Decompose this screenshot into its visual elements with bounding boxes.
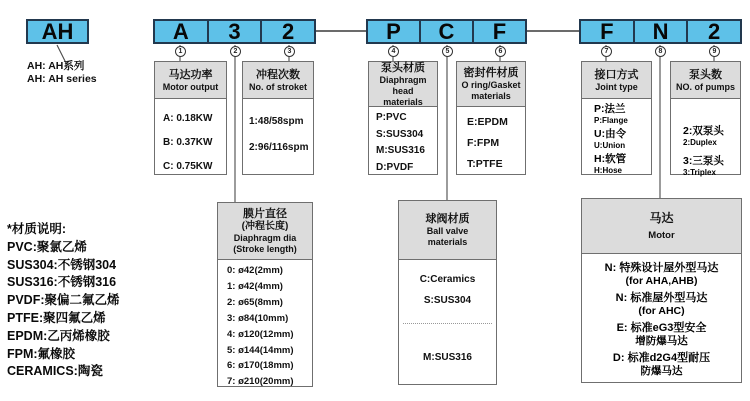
marker-4: 4: [388, 46, 399, 57]
dia-option: 7: ø210(20mm): [227, 376, 294, 388]
stroke-option: 2:96/116spm: [249, 142, 309, 153]
ball-title-en2: materials: [427, 237, 468, 247]
dia-title-en2: (Stroke length): [233, 244, 297, 254]
dia-title-zh2: (冲程长度): [241, 221, 289, 232]
dia-option: 0: ø42(2mm): [227, 265, 283, 276]
motor-type-box: [581, 198, 742, 383]
marker-9: 9: [709, 46, 720, 57]
series-note-zh: AH: AH系列: [27, 60, 85, 72]
ball-option: S:SUS304: [423, 295, 472, 306]
code-box-motor-stroke: [153, 19, 316, 44]
motor-output-box: [154, 61, 227, 175]
stroke-title-zh: 冲程次数: [256, 68, 300, 81]
code-box-series: [26, 19, 89, 44]
oring-option: E:EPDM: [467, 116, 508, 128]
diaphragm-head-box: [368, 61, 438, 175]
motor-option-line2: 增防爆马达: [635, 335, 688, 347]
oring-title-en1: O ring/Gasket: [461, 80, 521, 90]
motor-option: [582, 351, 741, 378]
motor-output-option: B: 0.37KW: [163, 137, 213, 148]
stroke-count-box: [242, 61, 314, 175]
motor-title-en: Motor: [648, 230, 675, 241]
motor-option-line1: D: 标准d2G4型耐压: [612, 352, 711, 364]
oring-title-en2: materials: [471, 91, 511, 101]
dia-option: 5: ø144(14mm): [227, 344, 294, 356]
joint-title-zh: 接口方式: [594, 68, 639, 81]
marker-3: 3: [284, 46, 295, 57]
code-cell-f: F: [472, 21, 525, 42]
code-box-joint-motor-pumps: [579, 19, 742, 44]
dia-option: 3: ø84(10mm): [227, 312, 289, 324]
motor-option: [582, 291, 741, 318]
oring-gasket-header: [457, 62, 525, 107]
ball-option: M:SUS316: [423, 352, 472, 363]
head-title-en1: Diaphragm head: [379, 74, 427, 96]
joint-type-header: [582, 62, 651, 99]
dia-option: 4: ø120(12mm): [227, 328, 294, 340]
motor-option-line1: N: 特殊设计屋外型马达: [604, 262, 719, 274]
code-cell-f2: F: [600, 18, 614, 44]
pump-count-option: [683, 155, 740, 177]
series-note-en: AH: AH series: [27, 72, 97, 85]
motor-output-header: [155, 62, 226, 99]
joint-type-box: [581, 61, 652, 175]
code-box-materials: [366, 19, 527, 44]
head-option: P:PVC: [376, 112, 407, 123]
code-cell-2: 2: [260, 21, 314, 42]
code-cell-n: N: [633, 21, 687, 42]
motor-option-line2: 防爆马达: [640, 365, 683, 377]
series-note: [27, 60, 97, 85]
code-cell-ah: AH: [41, 18, 74, 44]
pump-option-zh: 2:双泵头: [683, 125, 724, 137]
head-option: M:SUS316: [376, 145, 425, 156]
motor-output-title-en: Motor output: [162, 81, 219, 92]
materials-glossary: [7, 221, 120, 381]
ball-title-en1: Ball valve: [426, 226, 469, 236]
code-cell-p: P: [386, 18, 401, 44]
motor-output-title-zh: 马达功率: [168, 68, 213, 81]
pumps-title-zh: 泵头数: [689, 68, 722, 81]
oring-option: F:FPM: [467, 137, 500, 149]
pumps-title-en: NO. of pumps: [676, 81, 735, 92]
motor-option-line1: E: 标准eG3型安全: [616, 322, 707, 334]
diaphragm-dia-box: [217, 202, 313, 387]
marker-1: 1: [175, 46, 186, 57]
ball-title-zh: 球阀材质: [425, 213, 470, 225]
motor-output-option: A: 0.18KW: [163, 113, 213, 124]
stroke-title-en: No. of stroket: [248, 81, 307, 92]
ball-valve-header: [399, 201, 496, 260]
joint-option-zh: U:由令: [594, 128, 627, 140]
marker-2: 2: [230, 46, 241, 57]
dia-option: 1: ø42(4mm): [227, 280, 283, 292]
pump-count-box: [670, 61, 741, 175]
marker-8: 8: [655, 46, 666, 57]
stroke-option: 1:48/58spm: [249, 116, 304, 127]
joint-option-en: H:Hose: [594, 166, 623, 175]
oring-gasket-box: [456, 61, 526, 175]
joint-option-zh: P:法兰: [594, 103, 626, 115]
dia-option: 6: ø170(18mm): [227, 360, 294, 372]
motor-option: [582, 261, 741, 288]
stroke-count-header: [243, 62, 313, 99]
motor-option-line1: N: 标准屋外型马达: [615, 292, 708, 304]
materials-glossary-line: SUS304:不锈钢304: [7, 257, 117, 272]
ball-option: C:Ceramics: [419, 274, 476, 285]
code-cell-a: A: [172, 18, 189, 44]
materials-glossary-line: PVDF:聚偏二氟乙烯: [7, 293, 120, 308]
marker-5: 5: [442, 46, 453, 57]
materials-glossary-line: PVC:聚氯乙烯: [7, 239, 87, 254]
motor-type-header: [582, 199, 741, 254]
motor-option: [582, 321, 741, 348]
pump-option-zh: 3:三泵头: [683, 155, 724, 167]
materials-glossary-line: EPDM:乙丙烯橡胶: [7, 328, 110, 343]
code-cell-3: 3: [207, 21, 261, 42]
motor-option-line2: (for AHA,AHB): [625, 275, 698, 287]
motor-output-option: C: 0.75KW: [163, 161, 213, 172]
joint-option: [594, 153, 651, 175]
dia-option: 2: ø65(8mm): [227, 296, 283, 308]
diaphragm-head-header: [369, 62, 437, 107]
materials-glossary-line: FPM:氟橡胶: [7, 346, 76, 361]
code-cell-c: C: [419, 21, 472, 42]
marker-6: 6: [495, 46, 506, 57]
oring-title-zh: 密封件材质: [463, 67, 519, 79]
materials-glossary-line: PTFE:聚四氟乙烯: [7, 310, 106, 325]
pump-option-en: 2:Duplex: [683, 138, 717, 147]
materials-glossary-title: *材质说明:: [7, 222, 67, 236]
code-cell-22: 2: [686, 21, 740, 42]
dia-title-en1: Diaphragm dia: [233, 233, 297, 243]
diaphragm-dia-header: [218, 203, 312, 260]
ball-valve-box: [398, 200, 497, 385]
head-option: S:SUS304: [376, 128, 424, 140]
motor-title-zh: 马达: [649, 211, 674, 225]
head-title-en2: materials: [383, 96, 423, 107]
motor-option-line2: (for AHC): [638, 305, 685, 317]
oring-option: T:PTFE: [467, 158, 503, 170]
joint-option-en: U:Union: [594, 141, 626, 150]
materials-glossary-line: SUS316:不锈钢316: [7, 275, 117, 290]
marker-7: 7: [601, 46, 612, 57]
joint-option-zh: H:软管: [594, 153, 627, 165]
joint-option: [594, 103, 651, 125]
head-title-zh: 泵头材质: [381, 61, 425, 74]
joint-title-en: Joint type: [595, 81, 638, 92]
dia-title-zh1: 膜片直径: [243, 208, 287, 220]
head-option: D:PVDF: [376, 161, 414, 173]
joint-option: [594, 128, 651, 150]
joint-option-en: P:Flange: [594, 116, 628, 125]
pump-count-option: [683, 125, 740, 147]
pump-option-en: 3:Triplex: [683, 168, 716, 177]
materials-glossary-line: CERAMICS:陶瓷: [7, 364, 103, 379]
pump-count-header: [671, 62, 740, 99]
